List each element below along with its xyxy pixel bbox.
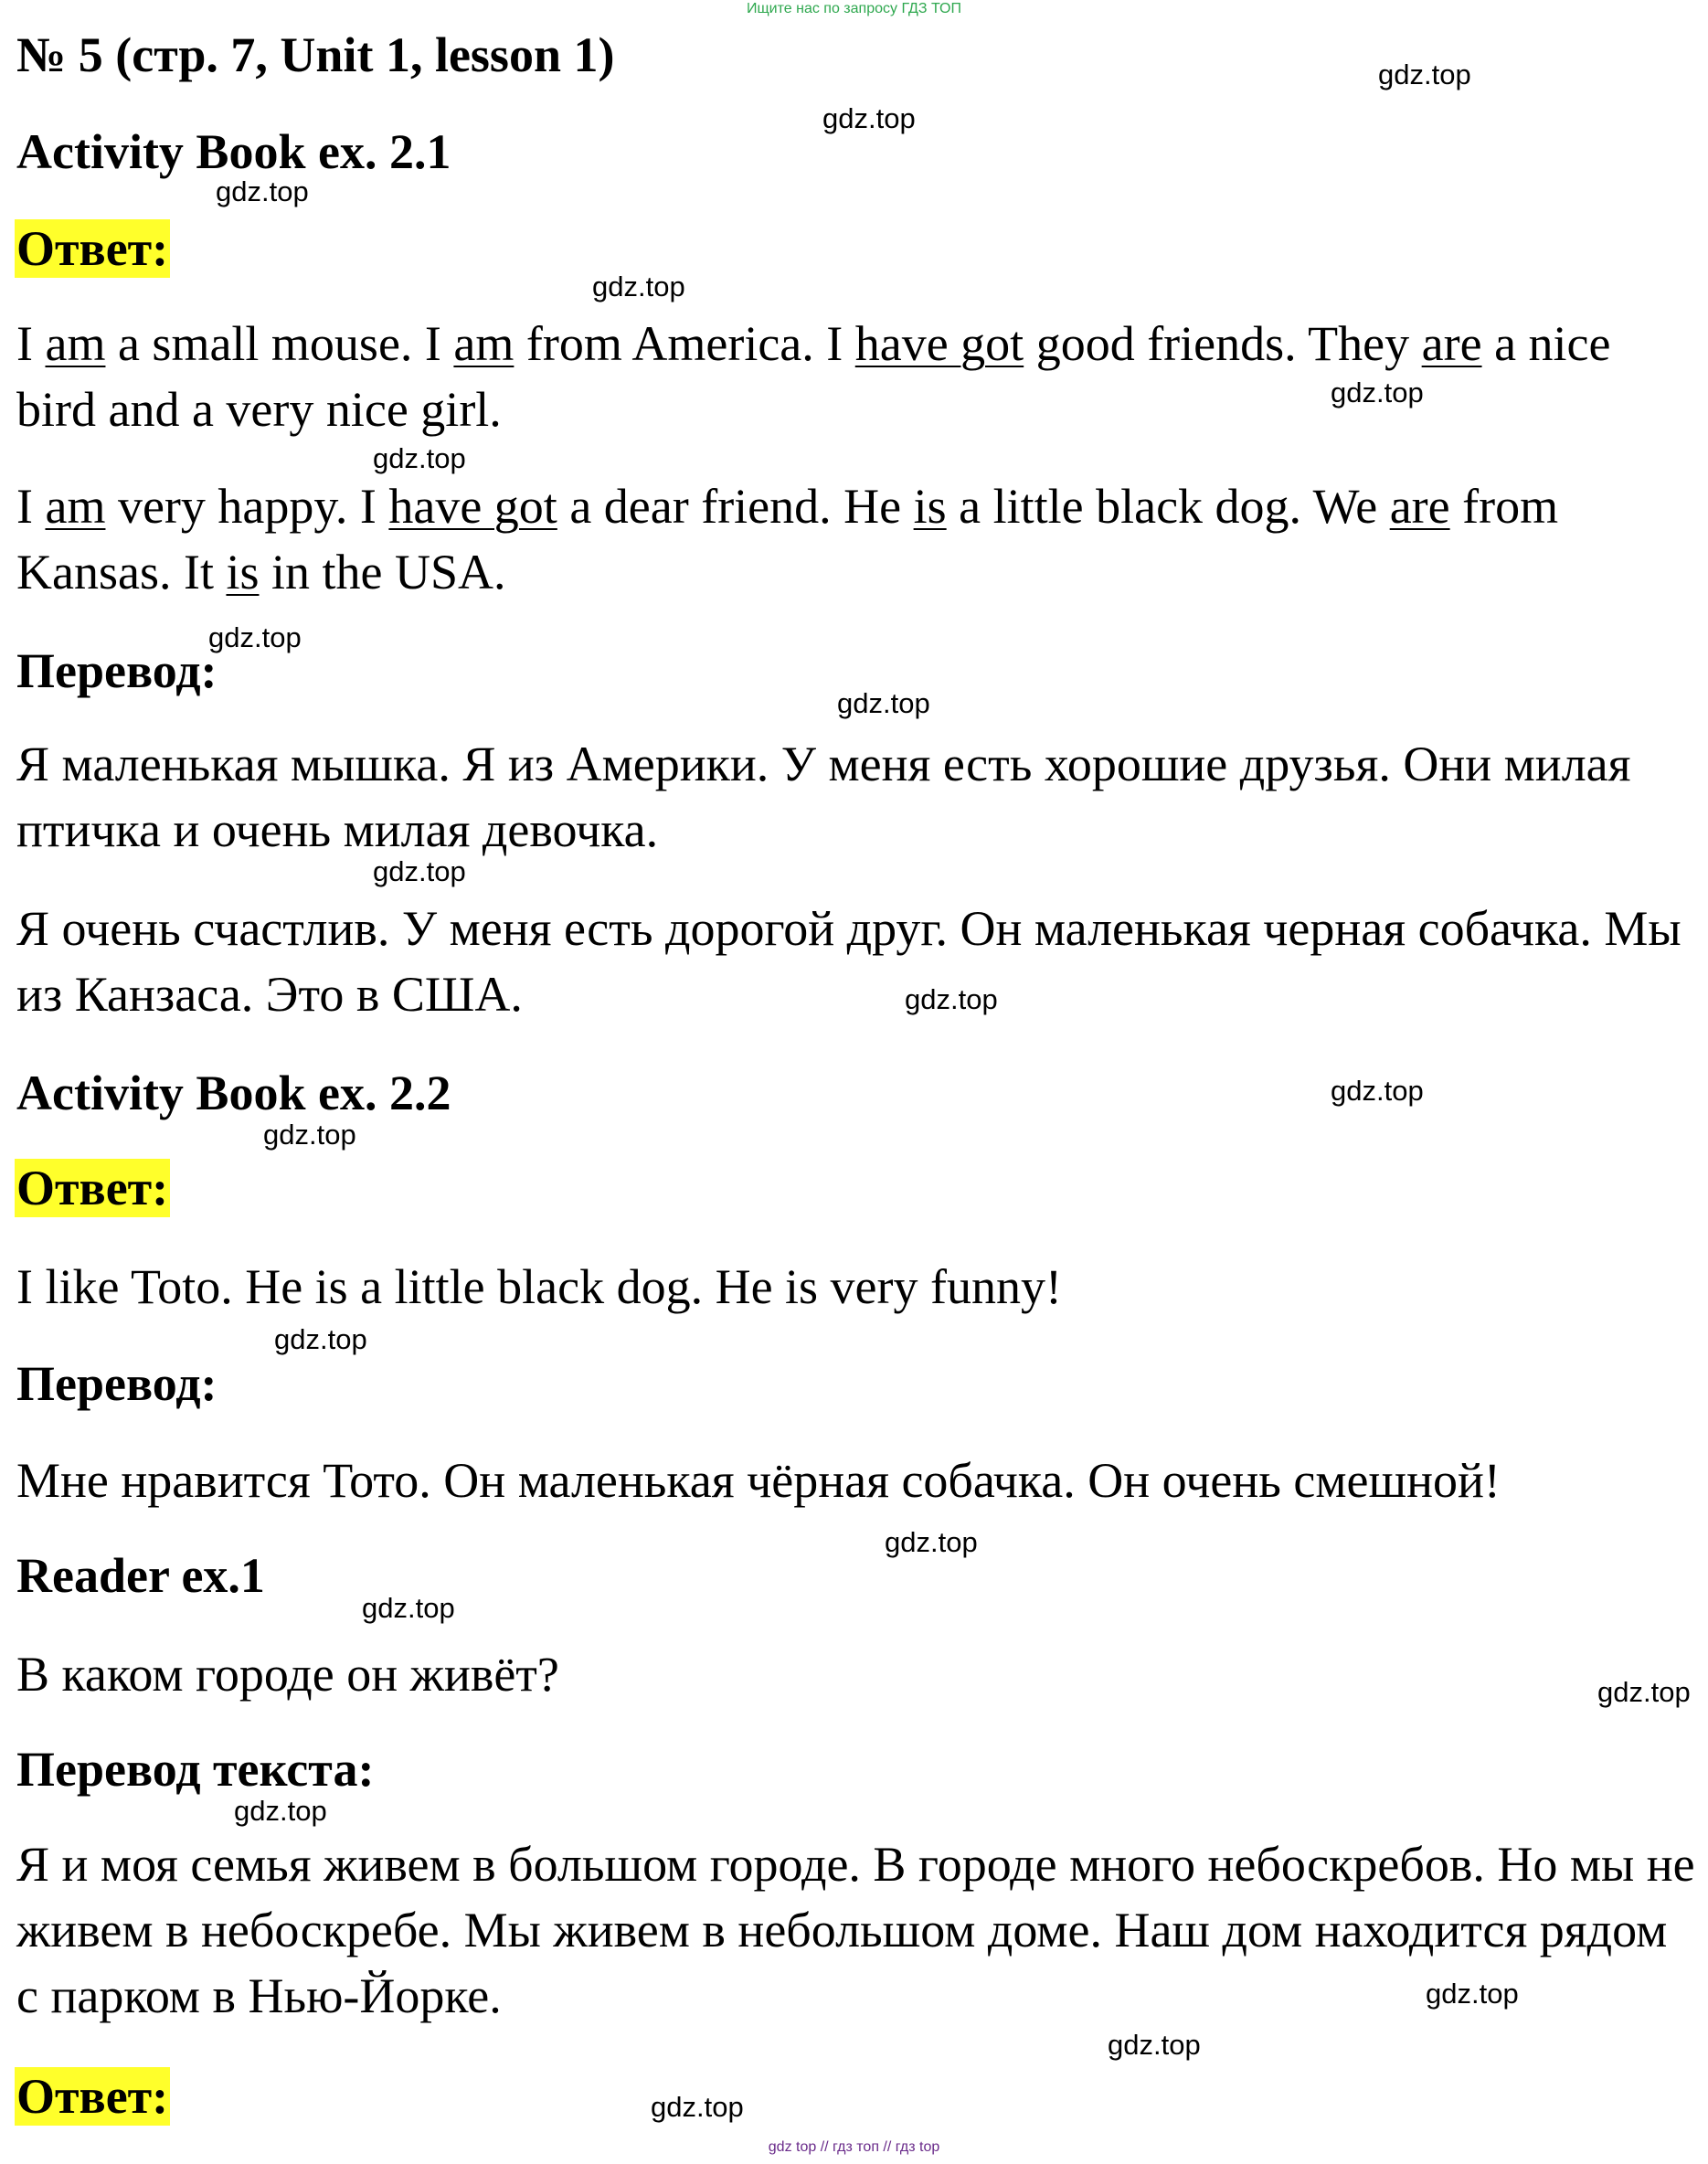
section1-translation-label: Перевод: (16, 643, 217, 698)
section1-answer-para2: I am very happy. I have got a dear friend. He is a little black dog. We are from Kansas. It is in the USA. (16, 479, 1559, 599)
bottom-banner: gdz top // гдз топ // гдз top (768, 2139, 940, 2155)
watermark: gdz.top (885, 1526, 978, 1558)
section2-heading: Activity Book ex. 2.2 (16, 1066, 451, 1120)
section2-answer-label: Ответ: (16, 1161, 169, 1215)
watermark: gdz.top (1331, 377, 1424, 408)
watermark: gdz.top (1108, 2029, 1201, 2061)
section1-translation2: Я очень счастлив. У меня есть дорогой друг. Он маленькая черная собачка. Мы из Канзаса. Это в США. (16, 901, 1681, 1022)
watermark: gdz.top (234, 1795, 327, 1827)
watermark: gdz.top (592, 270, 685, 302)
watermark: gdz.top (216, 175, 309, 207)
section3-question: В каком городе он живёт? (16, 1647, 559, 1702)
watermark: gdz.top (1597, 1676, 1691, 1708)
watermark: gdz.top (1426, 1978, 1519, 2010)
section2-translation-label: Перевод: (16, 1356, 217, 1411)
watermark: gdz.top (651, 2091, 744, 2123)
watermark: gdz.top (822, 102, 916, 134)
watermark: gdz.top (1378, 58, 1471, 90)
watermark: gdz.top (905, 983, 998, 1015)
watermark: gdz.top (274, 1323, 367, 1355)
watermark: gdz.top (373, 855, 466, 887)
section1-answer-para1: I am a small mouse. I am from America. I have got good friends. They are a nice bird and a very nice girl. (16, 316, 1611, 437)
top-banner: Ищите нас по запросу ГДЗ ТОП (747, 1, 961, 16)
watermark: gdz.top (362, 1592, 455, 1624)
section1-heading: Activity Book ex. 2.1 (16, 124, 451, 179)
watermark: gdz.top (1331, 1075, 1424, 1107)
section1-answer-label: Ответ: (16, 221, 169, 276)
section3-answer-label: Ответ: (16, 2069, 169, 2124)
watermark: gdz.top (208, 621, 302, 653)
watermark: gdz.top (263, 1119, 356, 1151)
section3-text: Я и моя семья живем в большом городе. В городе много небоскребов. Но мы не живем в небоскребе. Мы живем в небольшом доме. Наш дом находится рядом с парком в Нью-Йорке. (16, 1837, 1695, 2023)
section2-translation: Мне нравится Тото. Он маленькая чёрная собачка. Он очень смешной! (16, 1453, 1501, 1508)
section2-answer: I like Toto. He is a little black dog. He is very funny! (16, 1259, 1062, 1314)
watermark: gdz.top (373, 442, 466, 474)
section3-heading: Reader ex.1 (16, 1548, 265, 1603)
section1-translation1: Я маленькая мышка. Я из Америки. У меня есть хорошие друзья. Они милая птичка и очень милая девочка. (16, 737, 1631, 857)
page-title: № 5 (стр. 7, Unit 1, lesson 1) (16, 27, 615, 82)
watermark: gdz.top (837, 687, 930, 719)
section3-translation-label: Перевод текста: (16, 1742, 375, 1797)
